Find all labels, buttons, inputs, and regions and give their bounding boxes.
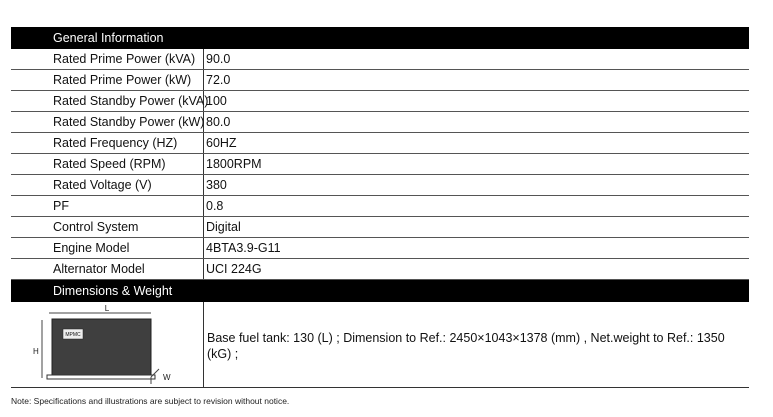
spec-row: [11, 70, 749, 91]
genset-outline-icon: [11, 302, 204, 388]
spec-label: Rated Prime Power (kW): [11, 70, 204, 90]
spec-row: [11, 238, 749, 259]
spec-row: [11, 133, 749, 154]
general-information-rows: [11, 49, 749, 280]
spec-label: Rated Standby Power (kVA): [11, 91, 204, 111]
dimensions-description: Base fuel tank: 130 (L) ; Dimension to Ref.: 2450×1043×1378 (mm) , Net.weight to Ref.: 1350 (kG) ;: [207, 331, 725, 361]
spec-row: [11, 196, 749, 217]
spec-label: Rated Prime Power (kVA): [11, 49, 204, 69]
general-information-header: General Information: [11, 27, 749, 49]
spec-label: Rated Standby Power (kW): [11, 112, 204, 132]
spec-row: [11, 217, 749, 238]
spec-value: 72.0: [206, 73, 231, 87]
logo-text: MPMC: [65, 332, 81, 338]
dimensions-weight-header: Dimensions & Weight: [11, 280, 749, 302]
spec-label: Rated Frequency (HZ): [11, 133, 204, 153]
spec-value: 80.0: [206, 115, 231, 129]
spec-label: PF: [11, 196, 204, 216]
spec-table: [11, 27, 749, 388]
spec-value: UCI 224G: [206, 262, 262, 276]
footer-note: Note: Specifications and illustrations are subject to revision without notice.: [11, 396, 290, 406]
spec-row: [11, 175, 749, 196]
spec-label: Alternator Model: [11, 259, 204, 279]
dimension-l-label: L: [104, 304, 110, 313]
spec-label: Control System: [11, 217, 204, 237]
spec-row: [11, 112, 749, 133]
spec-value: Digital: [206, 220, 241, 234]
spec-label: Rated Voltage (V): [11, 175, 204, 195]
spec-row: [11, 154, 749, 175]
spec-value: 4BTA3.9-G11: [206, 241, 281, 255]
spec-label: Engine Model: [11, 238, 204, 258]
spec-row: [11, 91, 749, 112]
spec-value: 0.8: [206, 199, 224, 213]
dimensions-row: [11, 302, 749, 388]
spec-row: [11, 49, 749, 70]
spec-label: Rated Speed (RPM): [11, 154, 204, 174]
dimension-h-label: H: [33, 347, 39, 356]
spec-value: 380: [206, 178, 227, 192]
spec-value: 100: [206, 94, 227, 108]
spec-value: 60HZ: [206, 136, 237, 150]
spec-value: 1800RPM: [206, 157, 262, 171]
spec-row: [11, 259, 749, 280]
dimension-w-label: W: [163, 373, 171, 382]
spec-value: 90.0: [206, 52, 231, 66]
genset-drawing: [11, 302, 204, 387]
